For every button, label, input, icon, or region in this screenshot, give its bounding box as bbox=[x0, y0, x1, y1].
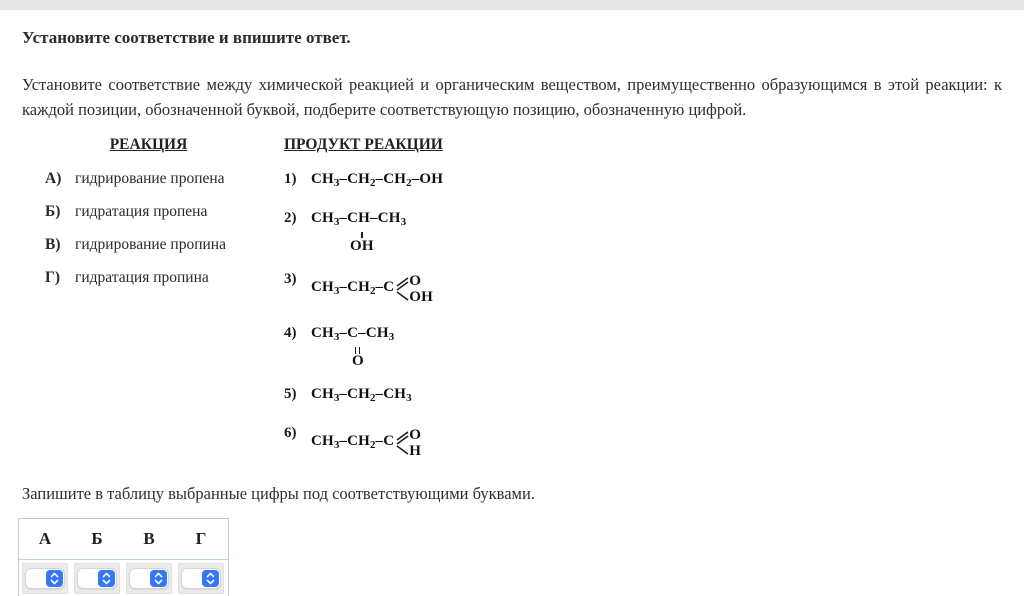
chem-sub: 3 bbox=[333, 331, 340, 343]
reaction-text: гидрирование пропена bbox=[75, 170, 225, 187]
answer-select-g[interactable] bbox=[178, 563, 224, 594]
stepper-icon bbox=[202, 570, 219, 587]
formula-line bbox=[311, 209, 406, 232]
chem-text: –CH bbox=[339, 432, 371, 449]
formula-line bbox=[311, 170, 443, 193]
answer-cell-g bbox=[175, 560, 227, 596]
chem-sub: 2 bbox=[370, 392, 376, 404]
reaction-item-a bbox=[45, 170, 252, 188]
products-header: ПРОДУКТ РЕАКЦИИ bbox=[284, 136, 443, 153]
select-pill bbox=[181, 568, 221, 589]
branch-bonds-icon bbox=[395, 427, 421, 459]
branch-labels bbox=[409, 427, 421, 459]
answer-instruction: Запишите в таблицу выбранные цифры под соответствующими буквами. bbox=[22, 484, 535, 503]
answer-select-v[interactable] bbox=[126, 563, 172, 594]
question-instruction: Установите соответствие между химической реакцией и органическим веществом, преимущественно образующимся в этой реакции: к каждой позиции, обозначенной буквой, подберите соответствующую позицию, обозначенную цифрой. bbox=[22, 75, 1002, 119]
chem-text: O bbox=[352, 353, 364, 369]
stepper-icon bbox=[98, 570, 115, 587]
product-number: 6) bbox=[284, 425, 297, 441]
answer-col-header-b: Б bbox=[91, 529, 103, 548]
chem-sub: 3 bbox=[406, 392, 412, 404]
answer-col-header-a: А bbox=[38, 529, 52, 548]
chemical-formula-1 bbox=[311, 170, 443, 193]
chem-sub: 3 bbox=[333, 216, 340, 228]
product-item-5 bbox=[284, 385, 704, 408]
chem-sub: 2 bbox=[406, 177, 412, 189]
chemical-formula-4 bbox=[311, 324, 394, 369]
product-item-2 bbox=[284, 209, 704, 254]
chem-sub: 3 bbox=[333, 438, 340, 451]
chem-sub: 3 bbox=[400, 216, 407, 228]
answer-table-row bbox=[19, 560, 228, 596]
chem-sub: 3 bbox=[333, 392, 340, 404]
answer-col-header-v: В bbox=[143, 529, 155, 548]
select-pill bbox=[129, 568, 169, 589]
chem-text: O bbox=[409, 427, 422, 443]
top-bar bbox=[0, 0, 1024, 10]
chem-text: CH bbox=[311, 432, 334, 449]
chem-text: –C–CH bbox=[339, 325, 389, 341]
product-item-3 bbox=[284, 270, 704, 308]
chem-sub: 2 bbox=[370, 438, 376, 451]
product-item-6 bbox=[284, 424, 704, 462]
chemical-formula-3 bbox=[311, 270, 433, 308]
chemical-formula-6 bbox=[311, 424, 421, 462]
reaction-letter: А) bbox=[45, 170, 62, 187]
formula-line bbox=[311, 324, 394, 347]
answer-table-header bbox=[19, 519, 228, 560]
chem-sub: 2 bbox=[370, 177, 376, 189]
chem-text: –CH bbox=[375, 171, 407, 187]
reactions-header: РЕАКЦИЯ bbox=[109, 136, 188, 153]
chem-text: –CH–CH bbox=[339, 210, 401, 226]
chem-text: CH bbox=[311, 386, 334, 402]
formula-line bbox=[311, 432, 394, 455]
select-pill bbox=[25, 568, 65, 589]
select-pill bbox=[77, 568, 117, 589]
chem-sub: 3 bbox=[388, 331, 395, 343]
product-item-1 bbox=[284, 170, 704, 193]
product-number: 1) bbox=[284, 171, 297, 187]
product-number: 4) bbox=[284, 325, 297, 341]
question-title: Установите соответствие и впишите ответ. bbox=[22, 28, 351, 47]
answer-cell-b bbox=[71, 560, 123, 596]
stepper-icon bbox=[150, 570, 167, 587]
chem-text: –CH bbox=[375, 386, 407, 402]
reaction-item-g bbox=[45, 269, 252, 287]
branch-labels bbox=[409, 273, 433, 305]
chem-text: –CH bbox=[339, 171, 371, 187]
chem-text: OH bbox=[409, 289, 433, 305]
chem-text: –CH bbox=[339, 278, 371, 295]
chem-text: CH bbox=[311, 171, 334, 187]
chem-text: CH bbox=[311, 210, 334, 226]
reaction-letter: Б) bbox=[45, 203, 61, 220]
answer-select-a[interactable] bbox=[22, 563, 68, 594]
product-number: 2) bbox=[284, 210, 297, 226]
answer-col-header-g: Г bbox=[195, 529, 207, 548]
reaction-letter: В) bbox=[45, 236, 61, 253]
answer-cell-a bbox=[19, 560, 71, 596]
answer-cell-v bbox=[123, 560, 175, 596]
chemical-formula-5 bbox=[311, 385, 412, 408]
chem-sub: 3 bbox=[333, 177, 340, 189]
branch-bonds-icon bbox=[395, 273, 433, 305]
product-number: 3) bbox=[284, 271, 297, 287]
formula-line bbox=[311, 278, 394, 301]
chem-text: –CH bbox=[339, 386, 371, 402]
chem-sub: 3 bbox=[333, 284, 340, 297]
question-content bbox=[0, 10, 1024, 596]
chemical-formula-2 bbox=[311, 209, 406, 254]
products-column bbox=[284, 136, 704, 478]
reactions-column bbox=[45, 136, 252, 478]
chem-text: –C bbox=[375, 278, 395, 295]
answer-select-b[interactable] bbox=[74, 563, 120, 594]
stepper-icon bbox=[46, 570, 63, 587]
reaction-letter: Г) bbox=[45, 269, 61, 286]
chem-text: –C bbox=[375, 432, 395, 449]
formula-line bbox=[311, 385, 412, 408]
reaction-text: гидратация пропена bbox=[75, 203, 208, 220]
reaction-item-b bbox=[45, 203, 252, 221]
chem-text: O bbox=[409, 273, 422, 289]
chem-text: OH bbox=[350, 238, 374, 254]
chem-text: H bbox=[409, 443, 422, 459]
product-item-4 bbox=[284, 324, 704, 369]
chem-text: CH bbox=[311, 325, 334, 341]
reaction-item-v bbox=[45, 236, 252, 254]
reaction-text: гидратация пропина bbox=[75, 269, 209, 286]
chem-text: –OH bbox=[411, 171, 444, 187]
chem-text: CH bbox=[311, 278, 334, 295]
chem-sub: 2 bbox=[370, 284, 376, 297]
reaction-text: гидрирование пропина bbox=[75, 236, 226, 253]
answer-table bbox=[18, 518, 229, 596]
product-number: 5) bbox=[284, 386, 297, 402]
matching-area bbox=[22, 136, 1002, 478]
